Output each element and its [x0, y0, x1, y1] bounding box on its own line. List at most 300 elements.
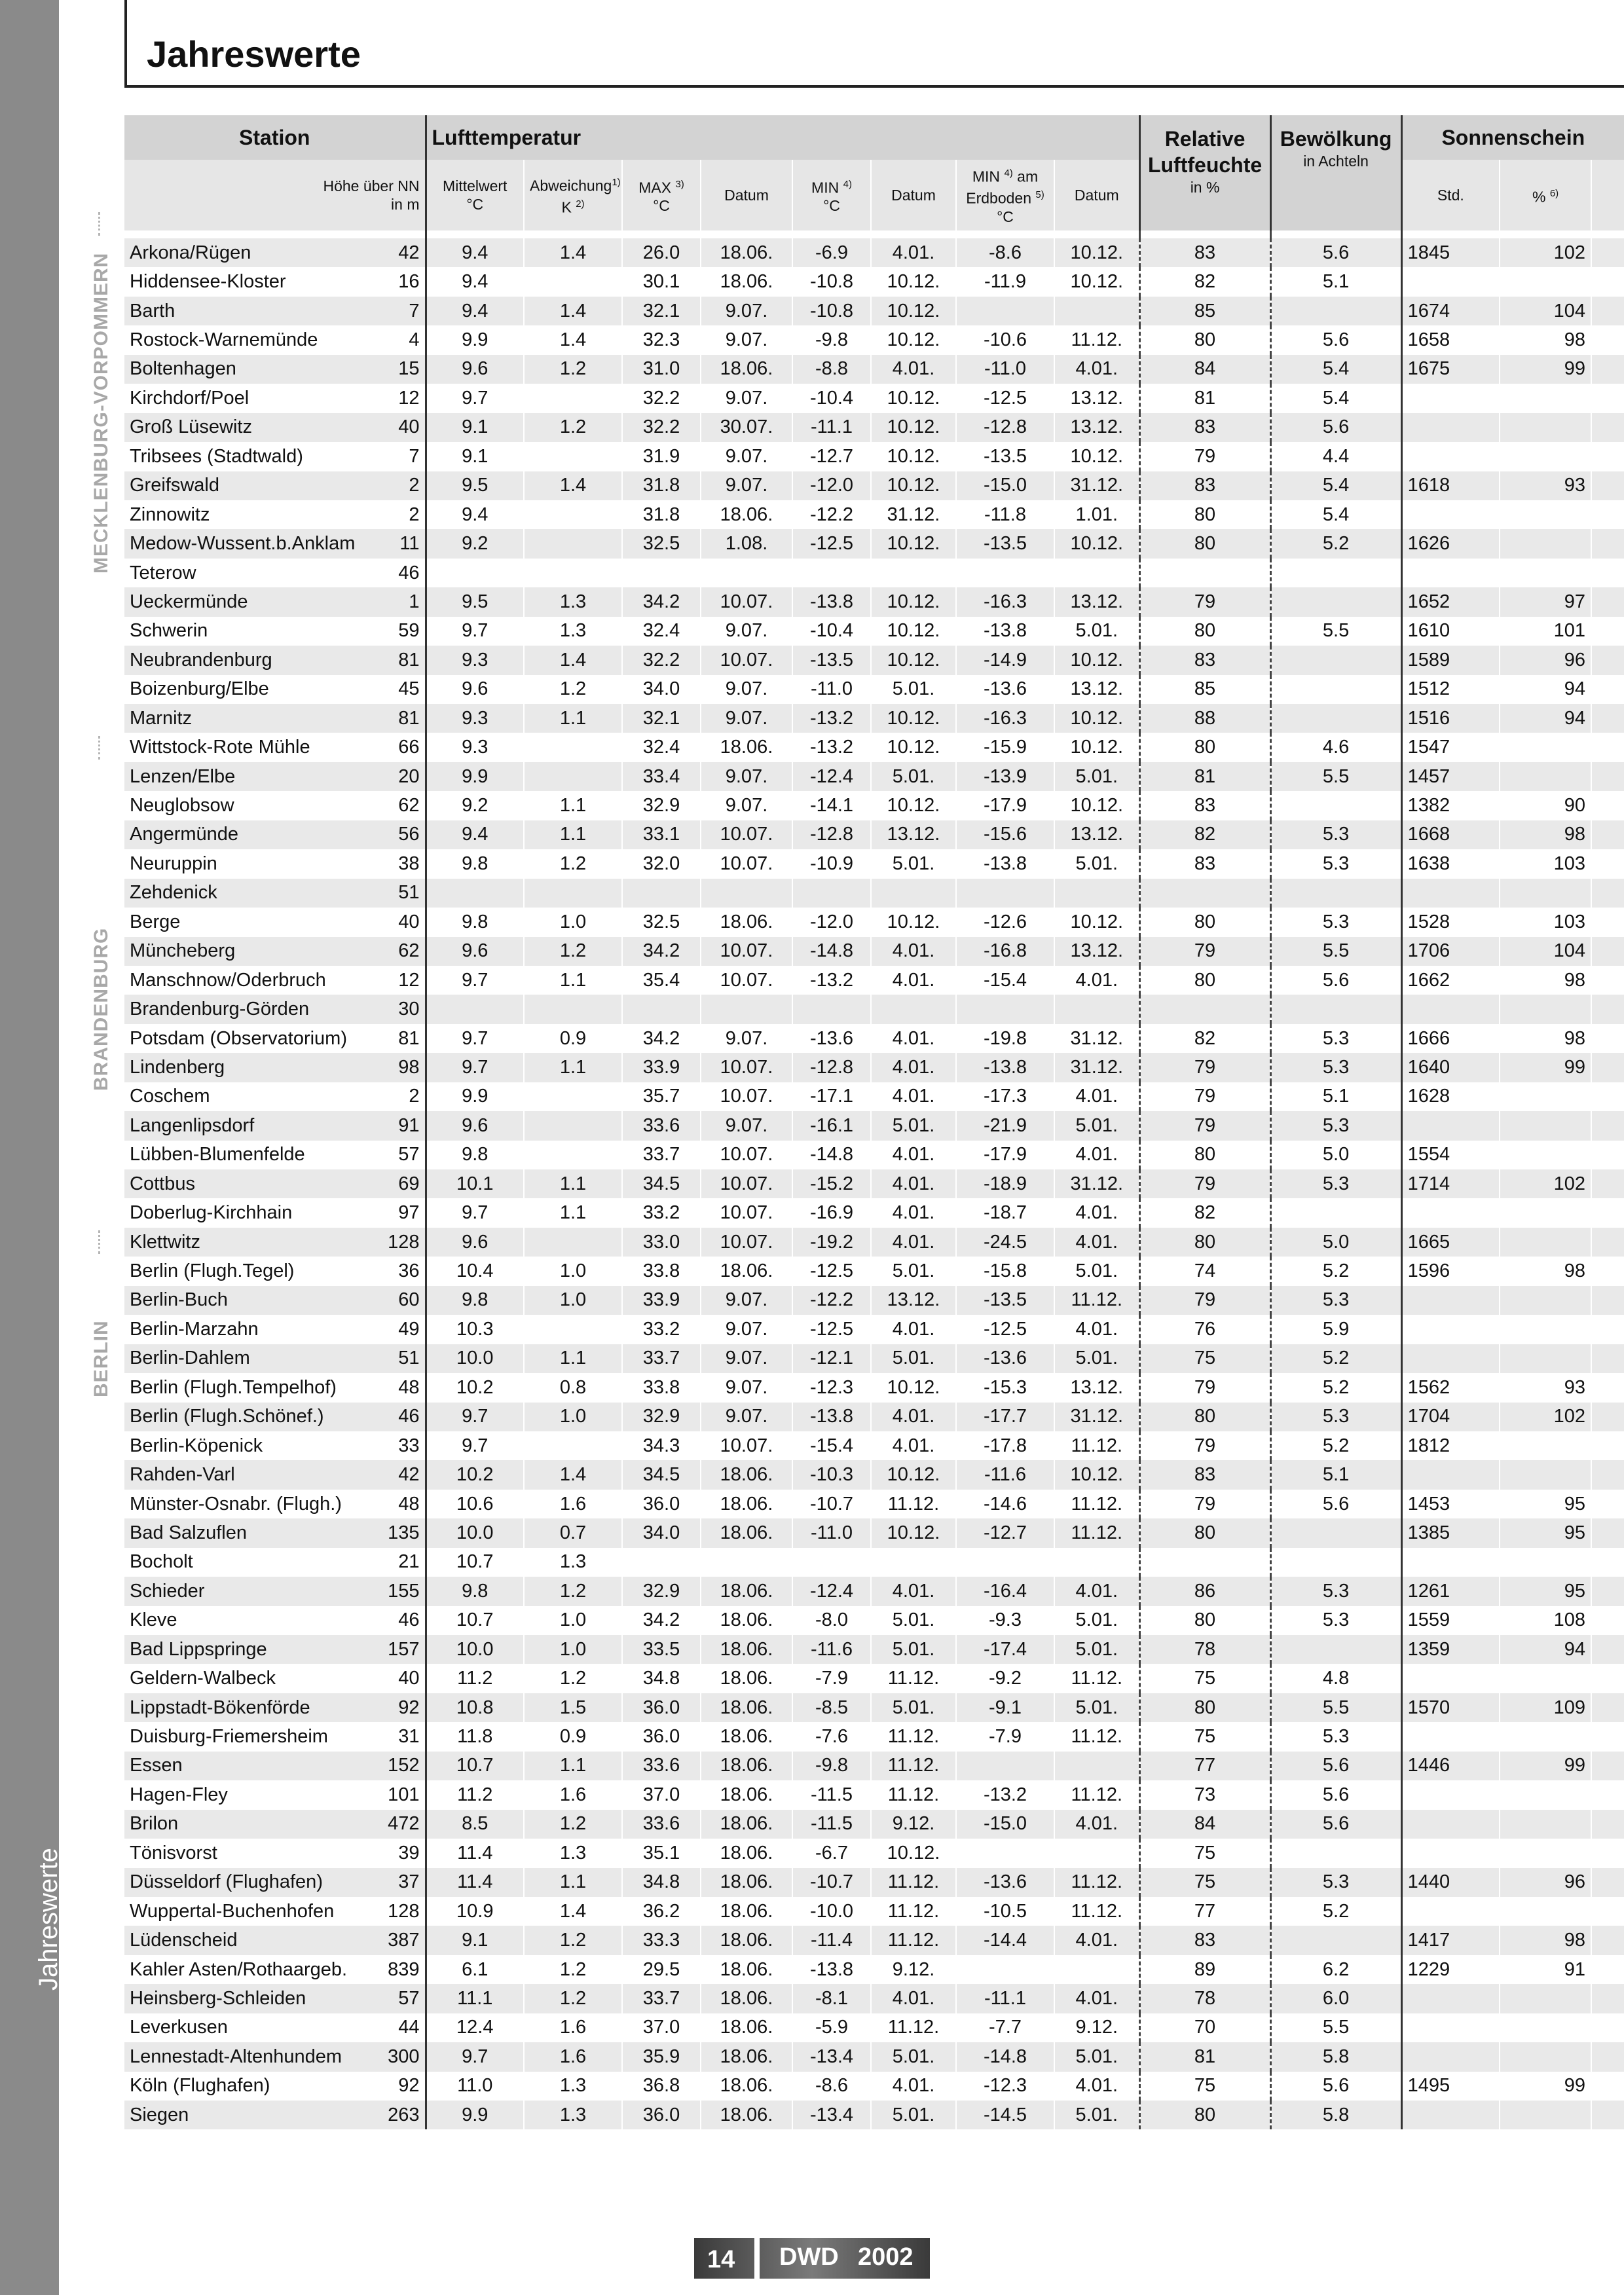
station-altitude: 46: [367, 1606, 426, 1635]
sunshine-hours: 1596: [1401, 1257, 1500, 1285]
temp-min: -7.9: [792, 1664, 871, 1693]
temp-max: 32.3: [622, 325, 701, 354]
temp-min-date: 5.01.: [871, 1257, 956, 1285]
temp-max: 33.7: [622, 1141, 701, 1169]
station-altitude: 839: [367, 1955, 426, 1984]
station-altitude: 97: [367, 1198, 426, 1227]
sunshine-percent: [1500, 1664, 1591, 1693]
relative-humidity: [1139, 879, 1270, 908]
cloud-cover: [1270, 704, 1401, 733]
header-relative-unit: in %: [1190, 179, 1220, 196]
ground-min-date: 31.12.: [1054, 1024, 1139, 1053]
station-name: Lüdenscheid: [124, 1926, 367, 1955]
temp-mean: 9.2: [426, 791, 524, 820]
table-row: [124, 791, 1624, 820]
sunshine-hours: 1559: [1401, 1606, 1500, 1635]
temp-deviation: 1.2: [524, 413, 622, 442]
station-name: Berlin (Flugh.Schönef.): [124, 1403, 367, 1431]
ground-min-date: 4.01.: [1054, 1926, 1139, 1955]
row-spacer: [1591, 1984, 1624, 2013]
station-name: Münster-Osnabr. (Flugh.): [124, 1490, 367, 1518]
ground-min: -18.9: [956, 1169, 1054, 1198]
relative-humidity: 81: [1139, 384, 1270, 413]
sunshine-percent: [1500, 1198, 1591, 1227]
temp-max: 34.2: [622, 1606, 701, 1635]
temp-deviation: 1.2: [524, 1926, 622, 1955]
row-spacer: [1591, 791, 1624, 820]
ground-min: -7.7: [956, 2013, 1054, 2042]
relative-humidity: 84: [1139, 1810, 1270, 1839]
table-row: [124, 1053, 1624, 1082]
relative-humidity: 80: [1139, 617, 1270, 646]
station-altitude: 51: [367, 1344, 426, 1373]
sunshine-hours: 1714: [1401, 1169, 1500, 1198]
temp-max-date: 18.06.: [701, 355, 792, 384]
temp-min-date: 11.12.: [871, 1868, 956, 1897]
temp-mean: 9.7: [426, 1403, 524, 1431]
ground-min: -24.5: [956, 1228, 1054, 1257]
temp-deviation: 1.1: [524, 820, 622, 849]
temp-min-date: 4.01.: [871, 1431, 956, 1460]
station-name: Lippstadt-Bökenförde: [124, 1693, 367, 1722]
temp-max: 36.0: [622, 1490, 701, 1518]
temp-min: -13.5: [792, 646, 871, 674]
ground-min-date: 11.12.: [1054, 1490, 1139, 1518]
station-name: Tönisvorst: [124, 1839, 367, 1867]
temp-deviation: 1.2: [524, 1955, 622, 1984]
temp-min-date: 5.01.: [871, 1344, 956, 1373]
sunshine-hours: 1382: [1401, 791, 1500, 820]
relative-humidity: 82: [1139, 267, 1270, 296]
ground-min-date: 4.01.: [1054, 1228, 1139, 1257]
temp-max: 30.1: [622, 267, 701, 296]
table-row: [124, 1548, 1624, 1577]
temp-min: -14.8: [792, 937, 871, 966]
station-name: Doberlug-Kirchhain: [124, 1198, 367, 1227]
sunshine-percent: 108: [1500, 1606, 1591, 1635]
station-name: Tribsees (Stadtwald): [124, 442, 367, 471]
row-spacer: [1591, 1664, 1624, 1693]
temp-mean: 9.9: [426, 325, 524, 354]
temp-min: -10.4: [792, 617, 871, 646]
sunshine-hours: 1589: [1401, 646, 1500, 674]
relative-humidity: 81: [1139, 762, 1270, 791]
temp-max-date: 18.06.: [701, 1635, 792, 1664]
temp-max: 35.1: [622, 1839, 701, 1867]
station-name: Rahden-Varl: [124, 1460, 367, 1489]
station-name: Rostock-Warnemünde: [124, 325, 367, 354]
temp-max-date: 18.06.: [701, 1577, 792, 1606]
temp-deviation: 1.4: [524, 471, 622, 500]
ground-min: -15.3: [956, 1373, 1054, 1402]
sunshine-hours: 1516: [1401, 704, 1500, 733]
sunshine-percent: [1500, 1111, 1591, 1140]
sunshine-percent: [1500, 1286, 1591, 1315]
side-bar: [0, 0, 63, 2295]
temp-max-date: 18.06.: [701, 500, 792, 529]
temp-min: -10.8: [792, 297, 871, 325]
ground-min-date: 31.12.: [1054, 1169, 1139, 1198]
ground-min: -10.5: [956, 1897, 1054, 1926]
relative-humidity: 79: [1139, 1082, 1270, 1111]
temp-max-date: 18.06.: [701, 2101, 792, 2129]
table-row: [124, 355, 1624, 384]
ground-min-date: [1054, 995, 1139, 1023]
cloud-cover: 5.5: [1270, 937, 1401, 966]
row-spacer: [1591, 2072, 1624, 2101]
sunshine-percent: 103: [1500, 849, 1591, 878]
station-altitude: 46: [367, 1403, 426, 1431]
sunshine-hours: [1401, 879, 1500, 908]
table-row: [124, 559, 1624, 587]
cloud-cover: [1270, 1635, 1401, 1664]
sunshine-hours: 1554: [1401, 1141, 1500, 1169]
relative-humidity: 76: [1139, 1315, 1270, 1344]
temp-mean: [426, 559, 524, 587]
station-name: Marnitz: [124, 704, 367, 733]
temp-max-date: 18.06.: [701, 1722, 792, 1751]
ground-min-date: [1054, 879, 1139, 908]
temp-min-date: 4.01.: [871, 238, 956, 267]
row-spacer: [1591, 1490, 1624, 1518]
temp-min-date: 5.01.: [871, 1111, 956, 1140]
temp-max: 35.9: [622, 2042, 701, 2071]
temp-max: 33.8: [622, 1373, 701, 1402]
temp-mean: 10.1: [426, 1169, 524, 1198]
relative-humidity: 79: [1139, 1286, 1270, 1315]
temp-min: -10.3: [792, 1460, 871, 1489]
temp-deviation: 1.6: [524, 2013, 622, 2042]
ground-min: -13.2: [956, 1780, 1054, 1809]
relative-humidity: 80: [1139, 1141, 1270, 1169]
temp-max: 33.8: [622, 1257, 701, 1285]
temp-deviation: 0.9: [524, 1722, 622, 1751]
temp-deviation: [524, 267, 622, 296]
temp-min: -6.7: [792, 1839, 871, 1867]
station-name: Cottbus: [124, 1169, 367, 1198]
sunshine-hours: 1626: [1401, 529, 1500, 558]
subheader-dev-sup: 1): [612, 177, 621, 189]
temp-min: -14.8: [792, 1141, 871, 1169]
temp-max: 34.0: [622, 1518, 701, 1547]
cloud-cover: 5.8: [1270, 2042, 1401, 2071]
table-row: [124, 1490, 1624, 1518]
station-altitude: 62: [367, 791, 426, 820]
ground-min: -12.6: [956, 908, 1054, 936]
subheader-dev-l2: K: [561, 198, 572, 216]
cloud-cover: 4.6: [1270, 733, 1401, 762]
temp-max-date: 18.06.: [701, 1926, 792, 1955]
temp-max-date: 18.06.: [701, 1664, 792, 1693]
row-spacer: [1591, 1111, 1624, 1140]
station-altitude: 48: [367, 1490, 426, 1518]
ground-min: -8.6: [956, 238, 1054, 267]
header-cloud-unit: in Achteln: [1303, 153, 1369, 170]
sunshine-percent: 94: [1500, 675, 1591, 704]
ground-min: -12.7: [956, 1518, 1054, 1547]
relative-humidity: 79: [1139, 1053, 1270, 1082]
ground-min: -12.3: [956, 2072, 1054, 2101]
sunshine-hours: 1385: [1401, 1518, 1500, 1547]
footer-year: 2002: [858, 2243, 913, 2271]
relative-humidity: 75: [1139, 1664, 1270, 1693]
temp-mean: 10.3: [426, 1315, 524, 1344]
temp-max-date: 18.06.: [701, 1518, 792, 1547]
cloud-cover: 5.3: [1270, 1403, 1401, 1431]
temp-min: -11.1: [792, 413, 871, 442]
table-row: [124, 1518, 1624, 1547]
temp-min-date: 10.12.: [871, 646, 956, 674]
cloud-cover: [1270, 1518, 1401, 1547]
region-divider: [98, 1230, 100, 1254]
temp-max-date: 18.06.: [701, 733, 792, 762]
ground-min-date: [1054, 297, 1139, 325]
subheader-min-temp: [792, 160, 871, 230]
subheader-ground-l2: Erdboden: [966, 189, 1031, 207]
sunshine-percent: [1500, 2101, 1591, 2129]
cloud-cover: 4.8: [1270, 1664, 1401, 1693]
header-relative-l1: Relative: [1164, 127, 1246, 151]
relative-humidity: 79: [1139, 442, 1270, 471]
ground-min: [956, 995, 1054, 1023]
sunshine-hours: 1495: [1401, 2072, 1500, 2101]
temp-min-date: 10.12.: [871, 617, 956, 646]
station-name: Teterow: [124, 559, 367, 587]
ground-min-date: 13.12.: [1054, 413, 1139, 442]
sunshine-percent: 104: [1500, 297, 1591, 325]
cloud-cover: [1270, 791, 1401, 820]
sunshine-hours: [1401, 1111, 1500, 1140]
footer-page-number: 14: [707, 2246, 735, 2273]
temp-max: 34.2: [622, 937, 701, 966]
temp-min-date: 4.01.: [871, 1053, 956, 1082]
subheader-ground-date: Datum: [1054, 160, 1139, 230]
temp-min-date: 10.12.: [871, 1373, 956, 1402]
ground-min-date: 10.12.: [1054, 733, 1139, 762]
table-row: [124, 733, 1624, 762]
ground-min: [956, 1752, 1054, 1780]
cloud-cover: [1270, 1548, 1401, 1577]
station-altitude: 39: [367, 1839, 426, 1867]
temp-min-date: 11.12.: [871, 1897, 956, 1926]
station-name: Lübben-Blumenfelde: [124, 1141, 367, 1169]
temp-max: 33.9: [622, 1286, 701, 1315]
ground-min-date: 13.12.: [1054, 937, 1139, 966]
temp-mean: 9.1: [426, 413, 524, 442]
temp-mean: 12.4: [426, 2013, 524, 2042]
temp-max-date: 9.07.: [701, 1024, 792, 1053]
header-gap: [124, 230, 1624, 238]
temp-max-date: 10.07.: [701, 1082, 792, 1111]
cloud-cover: 5.1: [1270, 1460, 1401, 1489]
sunshine-hours: [1401, 559, 1500, 587]
temp-min: -13.8: [792, 587, 871, 616]
temp-deviation: 1.1: [524, 704, 622, 733]
sunshine-hours: 1457: [1401, 762, 1500, 791]
temp-deviation: [524, 442, 622, 471]
temp-deviation: 1.6: [524, 1780, 622, 1809]
sunshine-percent: 102: [1500, 238, 1591, 267]
temp-mean: [426, 995, 524, 1023]
row-spacer: [1591, 297, 1624, 325]
row-spacer: [1591, 471, 1624, 500]
ground-min-date: 11.12.: [1054, 1664, 1139, 1693]
relative-humidity: 80: [1139, 1518, 1270, 1547]
station-altitude: 48: [367, 1373, 426, 1402]
cloud-cover: [1270, 559, 1401, 587]
temp-min-date: 4.01.: [871, 1141, 956, 1169]
temp-min-date: 4.01.: [871, 1577, 956, 1606]
temp-max-date: [701, 995, 792, 1023]
station-name: Langenlipsdorf: [124, 1111, 367, 1140]
cloud-cover: 5.6: [1270, 966, 1401, 995]
relative-humidity: 85: [1139, 297, 1270, 325]
row-spacer: [1591, 355, 1624, 384]
temp-min: [792, 559, 871, 587]
relative-humidity: 75: [1139, 1344, 1270, 1373]
row-spacer: [1591, 1257, 1624, 1285]
sunshine-hours: [1401, 442, 1500, 471]
table-row: [124, 675, 1624, 704]
temp-min: -11.0: [792, 675, 871, 704]
relative-humidity: 79: [1139, 1431, 1270, 1460]
sunshine-hours: [1401, 1810, 1500, 1839]
subheader-min-l2: °C: [823, 197, 840, 215]
row-spacer: [1591, 325, 1624, 354]
subheader-pct-sup: 6): [1549, 187, 1559, 199]
ground-min-date: 10.12.: [1054, 267, 1139, 296]
temp-max: 33.6: [622, 1810, 701, 1839]
temp-mean: 9.4: [426, 297, 524, 325]
station-name: Neubrandenburg: [124, 646, 367, 674]
ground-min-date: 4.01.: [1054, 1141, 1139, 1169]
relative-humidity: 83: [1139, 471, 1270, 500]
table-row: [124, 1431, 1624, 1460]
table-row: [124, 529, 1624, 558]
table-row: [124, 2101, 1624, 2129]
ground-min-date: 9.12.: [1054, 2013, 1139, 2042]
temp-mean: 10.0: [426, 1635, 524, 1664]
table-row: [124, 297, 1624, 325]
temp-min-date: 13.12.: [871, 820, 956, 849]
ground-min: [956, 297, 1054, 325]
temp-deviation: 1.6: [524, 2042, 622, 2071]
ground-min: -15.0: [956, 1810, 1054, 1839]
relative-humidity: 82: [1139, 1198, 1270, 1227]
subheader-sun-percent: [1500, 160, 1591, 230]
station-altitude: 128: [367, 1228, 426, 1257]
row-spacer: [1591, 1460, 1624, 1489]
temp-deviation: [524, 1141, 622, 1169]
temp-max: 31.0: [622, 355, 701, 384]
temp-max: 34.5: [622, 1169, 701, 1198]
row-spacer: [1591, 1141, 1624, 1169]
temp-min-date: 4.01.: [871, 1024, 956, 1053]
sunshine-hours: [1401, 1984, 1500, 2013]
temp-min: -8.5: [792, 1693, 871, 1722]
cloud-cover: 5.4: [1270, 471, 1401, 500]
station-altitude: 128: [367, 1897, 426, 1926]
sunshine-percent: 98: [1500, 325, 1591, 354]
table-row: [124, 849, 1624, 878]
cloud-cover: 5.4: [1270, 384, 1401, 413]
row-spacer: [1591, 1169, 1624, 1198]
relative-humidity: 80: [1139, 1403, 1270, 1431]
table-row: [124, 1169, 1624, 1198]
temp-mean: 9.9: [426, 1082, 524, 1111]
ground-min: -9.2: [956, 1664, 1054, 1693]
sunshine-hours: 1229: [1401, 1955, 1500, 1984]
station-name: Lennestadt-Altenhundem: [124, 2042, 367, 2071]
station-name: Boizenburg/Elbe: [124, 675, 367, 704]
table-row: [124, 1460, 1624, 1489]
relative-humidity: 79: [1139, 1169, 1270, 1198]
station-altitude: 472: [367, 1810, 426, 1839]
temp-mean: 9.8: [426, 849, 524, 878]
sunshine-percent: 101: [1500, 617, 1591, 646]
sunshine-percent: 95: [1500, 1518, 1591, 1547]
cloud-cover: [1270, 587, 1401, 616]
sunshine-percent: 102: [1500, 1403, 1591, 1431]
ground-min: [956, 1955, 1054, 1984]
temp-mean: 9.7: [426, 1198, 524, 1227]
sunshine-hours: 1668: [1401, 820, 1500, 849]
ground-min: -13.8: [956, 617, 1054, 646]
temp-max-date: 10.07.: [701, 1169, 792, 1198]
cloud-cover: 5.3: [1270, 1286, 1401, 1315]
sunshine-percent: 103: [1500, 908, 1591, 936]
temp-max-date: 18.06.: [701, 1839, 792, 1867]
table-row: [124, 1082, 1624, 1111]
temp-min-date: 11.12.: [871, 1926, 956, 1955]
row-spacer: [1591, 646, 1624, 674]
temp-deviation: [524, 384, 622, 413]
temp-min: -13.4: [792, 2101, 871, 2129]
temp-min-date: 5.01.: [871, 849, 956, 878]
sunshine-hours: 1845: [1401, 238, 1500, 267]
station-name: Berlin-Köpenick: [124, 1431, 367, 1460]
ground-min: -16.4: [956, 1577, 1054, 1606]
temp-min: -12.5: [792, 1315, 871, 1344]
relative-humidity: 73: [1139, 1780, 1270, 1809]
temp-deviation: 1.3: [524, 587, 622, 616]
ground-min-date: 11.12.: [1054, 1897, 1139, 1926]
relative-humidity: 77: [1139, 1897, 1270, 1926]
cloud-cover: 5.2: [1270, 529, 1401, 558]
subheader-max-l1: MAX: [638, 179, 672, 196]
sunshine-percent: [1500, 1082, 1591, 1111]
ground-min-date: 1.01.: [1054, 500, 1139, 529]
ground-min-date: 10.12.: [1054, 529, 1139, 558]
temp-min-date: 10.12.: [871, 325, 956, 354]
table-row: [124, 1897, 1624, 1926]
ground-min-date: [1054, 559, 1139, 587]
ground-min-date: [1054, 1839, 1139, 1867]
temp-min-date: 10.12.: [871, 471, 956, 500]
temp-max-date: 9.07.: [701, 325, 792, 354]
ground-min: -14.4: [956, 1926, 1054, 1955]
station-name: Wittstock-Rote Mühle: [124, 733, 367, 762]
temp-deviation: 1.6: [524, 1490, 622, 1518]
temp-deviation: 1.0: [524, 1257, 622, 1285]
station-altitude: 81: [367, 704, 426, 733]
temp-min-date: 5.01.: [871, 762, 956, 791]
sunshine-percent: 98: [1500, 1024, 1591, 1053]
ground-min-date: 13.12.: [1054, 384, 1139, 413]
sunshine-percent: [1500, 559, 1591, 587]
sunshine-percent: [1500, 2013, 1591, 2042]
station-altitude: 135: [367, 1518, 426, 1547]
